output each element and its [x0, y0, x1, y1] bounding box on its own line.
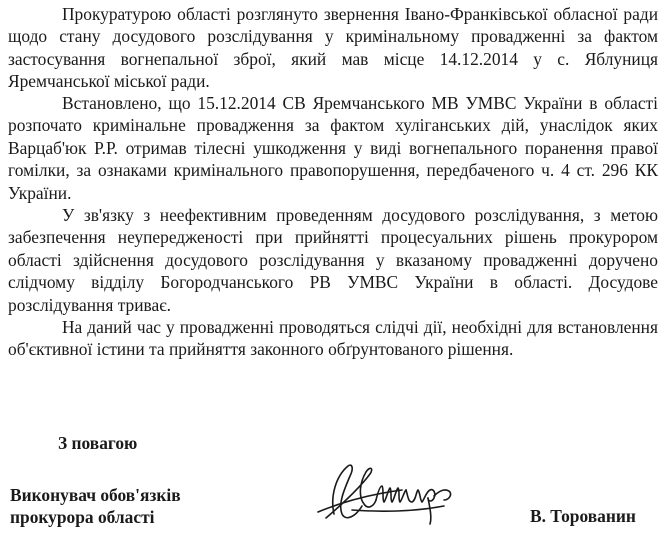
letter-paragraph-1: Прокуратурою області розглянуто звернення Івано-Франківської обласної ради щодо стану досудового розслідування у кримінальному провадженні за фактом застосування вогнепальної зброї, який мав місце 14.12.2014 у с. Яблуниця Яремчанської міської ради. — [8, 4, 658, 92]
letter-paragraph-3: У зв'язку з неефективним проведенням досудового розслідування, з метою забезпечення неупередженості при прийнятті процесуальних рішень прокурором області здійснення досудового розслідування у вказаному провадженні доручено слідчому відділу Богородчанського РВ УМВС України в області. Досудове розслідування триває. — [8, 205, 658, 315]
closing-greeting: З повагою — [58, 433, 138, 453]
signer-position — [10, 484, 181, 528]
signer-position-line-2: прокурора області — [10, 507, 155, 527]
handwritten-signature — [312, 456, 472, 528]
letter-paragraph-2: Встановлено, що 15.12.2014 СВ Яремчанського МВ УМВС України в області розпочато кримінальне провадження за фактом хуліганських дій, унаслідок яких Варцаб'юк Р.Р. отримав тілесні ушкодження у виді вогнепального поранення правої гомілки, за ознаками кримінального правопорушення, передбаченого ч. 4 ст. 296 КК України. — [8, 93, 658, 203]
signer-name: В. Торованин — [530, 506, 636, 526]
signer-position-line-1: Виконувач обов'язків — [10, 485, 181, 505]
letter-paragraph-4: На даний час у провадженні проводяться слідчі дії, необхідні для встановлення об'єктивної істини та прийняття законного обґрунтованого рішення. — [8, 317, 658, 360]
